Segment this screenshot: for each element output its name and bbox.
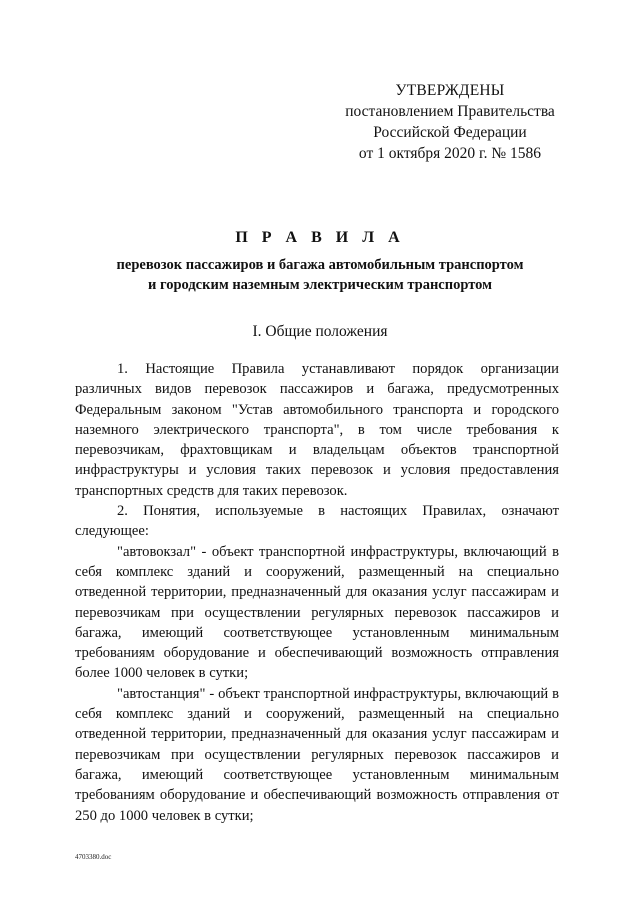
paragraph-1: 1. Настоящие Правила устанавливают порядок организации различных видов перевозок пассажиров и багажа, предусмотренных Федеральным законом "Устав автомобильного транспорта и городского наземного электрического транспорта", в том числе требования к перевозчикам, фрахтовщикам и владельцам объектов транспортной инфраструктуры и условия таких перевозок и условия предоставления транспортных средств для таких перевозок. <box>75 361 559 499</box>
approval-line-resolution: постановлением Правительства <box>345 103 555 120</box>
paragraph-definition-bus-stop-station: "автостанция" - объект транспортной инфраструктуры, включающий в себя комплекс зданий и сооружений, размещенный на специально отведенной территории, предназначенный для оказания услуг пассажирам и перевозчикам при осуществлении регулярных перевозок пассажиров и багажа, имеющий соответствующее установленным минимальным требованиям оборудование и обеспечивающий возможность отправления от 250 до 1000 человек в сутки; <box>75 685 559 824</box>
subtitle-line-1: перевозок пассажиров и багажа автомобильным транспортом <box>116 257 524 273</box>
document-title: П Р А В И Л А <box>235 229 405 246</box>
section-heading: I. Общие положения <box>252 323 388 340</box>
approval-heading: УТВЕРЖДЕНЫ <box>395 82 505 99</box>
document-subtitle <box>0 255 640 295</box>
paragraph-definition-bus-station: "автовокзал" - объект транспортной инфраструктуры, включающий в себя комплекс зданий и сооружений, размещенный на специально отведенной территории, предназначенный для оказания услуг пассажирам и перевозчикам при осуществлении регулярных перевозок пассажиров и багажа, имеющий соответствующее установленным минимальным требованиям оборудование и обеспечивающий возможность отправления более 1000 человек в сутки; <box>75 543 559 682</box>
body-text <box>75 359 559 826</box>
approval-line-country: Российской Федерации <box>373 124 527 141</box>
footer-file-code: 4703380.doc <box>75 853 112 861</box>
approval-line-date-number: от 1 октября 2020 г. № 1586 <box>358 145 542 162</box>
approval-block <box>340 80 560 164</box>
subtitle-line-2: и городским наземным электрическим транспортом <box>148 277 492 293</box>
paragraph-2: 2. Понятия, используемые в настоящих Правилах, означают следующее: <box>75 503 559 540</box>
